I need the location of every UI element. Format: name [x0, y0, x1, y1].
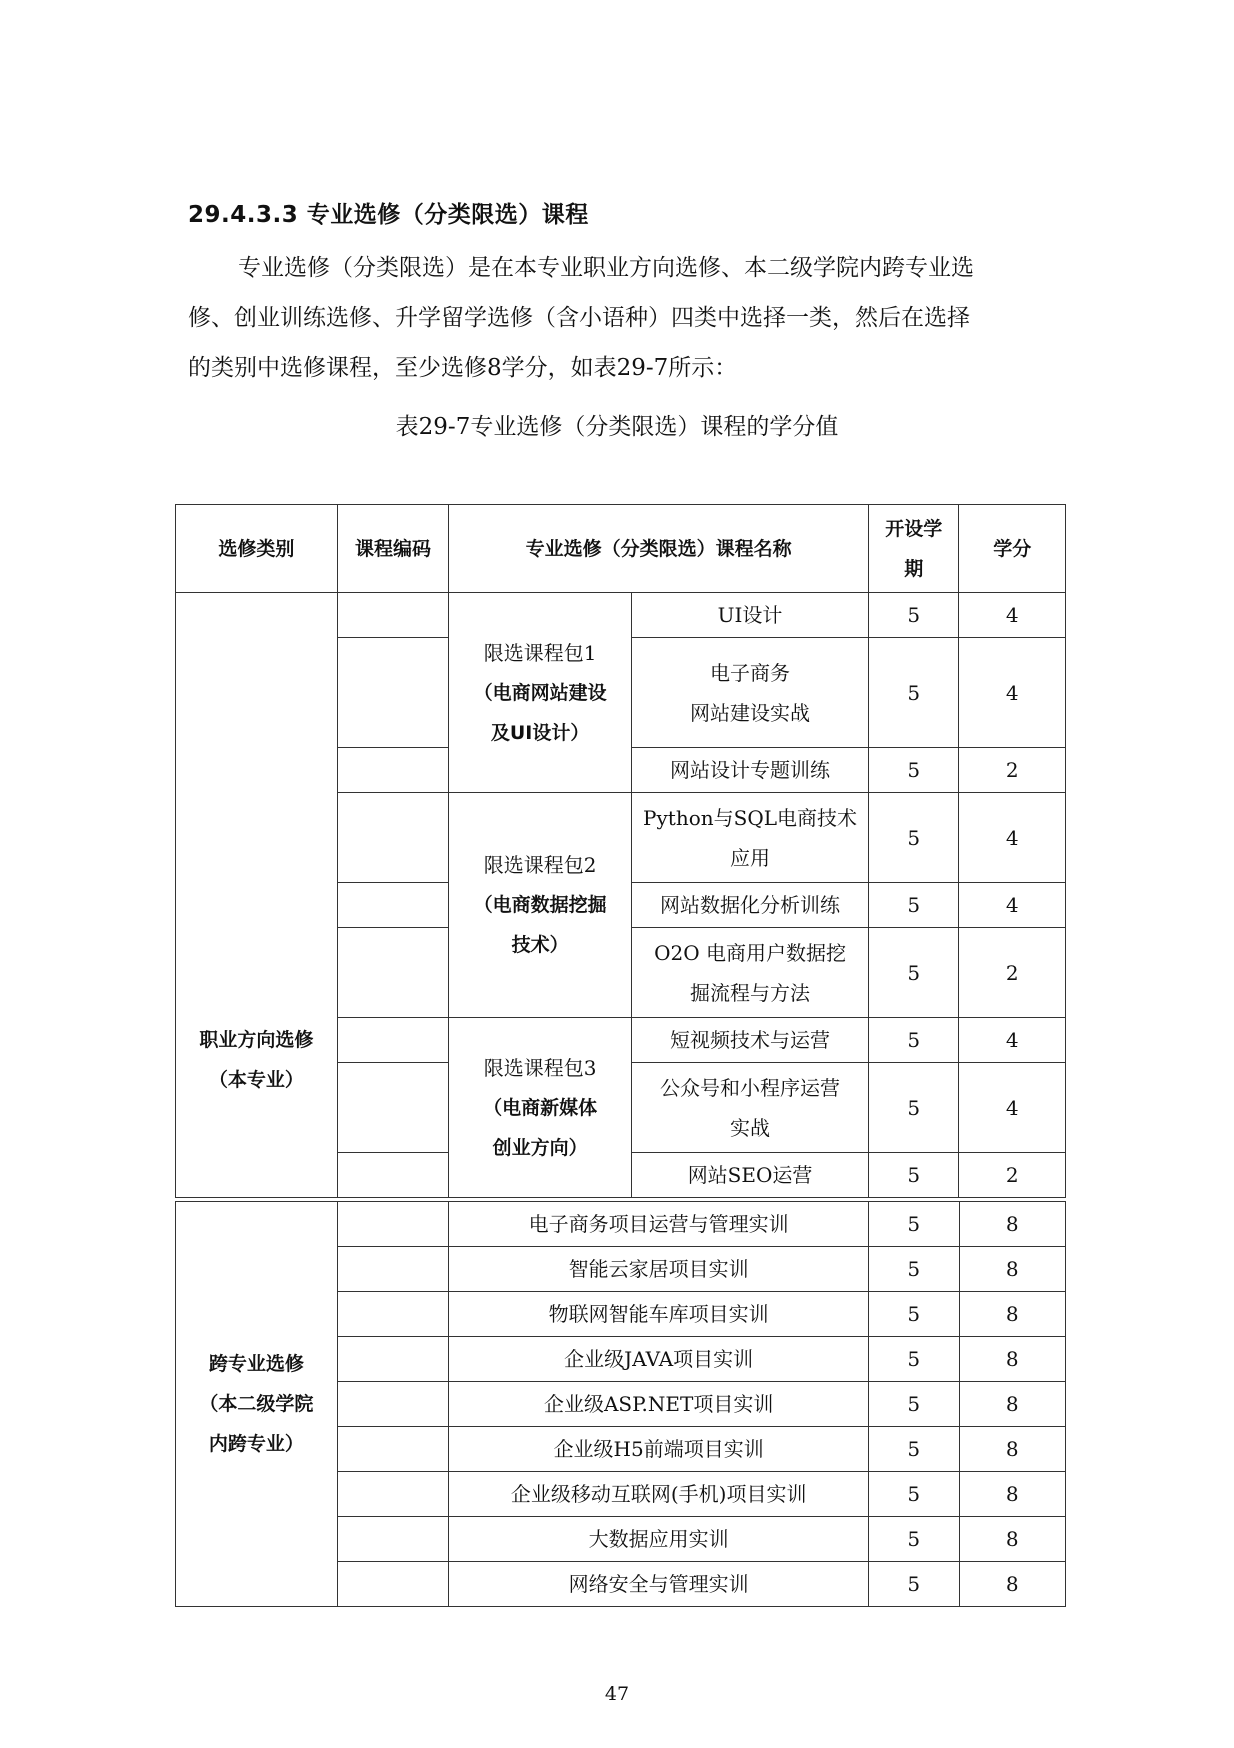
code-cell	[337, 1382, 449, 1427]
package-label: 限选课程包3	[483, 1055, 597, 1080]
package-desc: 技术）	[511, 934, 569, 956]
course-name: 大数据应用实训	[449, 1517, 869, 1562]
header-course-name: 专业选修（分类限选）课程名称	[449, 505, 869, 593]
category-cell-major	[176, 593, 338, 1198]
package-label: 限选课程包1	[483, 640, 597, 665]
credit-cell: 4	[959, 593, 1066, 638]
course-name: 网站设计专题训练	[632, 748, 869, 793]
course-name-line: 掘流程与方法	[690, 980, 811, 1005]
code-cell	[337, 748, 448, 793]
course-name: 企业级移动互联网(手机)项目实训	[449, 1472, 869, 1517]
course-name-line: O2O 电商用户数据挖	[654, 940, 846, 965]
category-line: 跨专业选修	[208, 1353, 304, 1375]
course-name: 企业级ASP.NET项目实训	[449, 1382, 869, 1427]
term-cell: 5	[869, 1562, 959, 1607]
package-desc: 及UI设计）	[490, 721, 590, 744]
course-name: 网站SEO运营	[632, 1153, 869, 1198]
course-name: UI设计	[632, 593, 869, 638]
cross-major-table	[175, 1201, 1066, 1607]
credit-cell: 8	[959, 1517, 1066, 1562]
credit-cell: 8	[959, 1202, 1066, 1247]
term-cell: 5	[869, 928, 959, 1018]
category-line: （本专业）	[208, 1069, 304, 1091]
category-line: 内跨专业）	[208, 1433, 304, 1455]
course-name: 企业级JAVA项目实训	[449, 1337, 869, 1382]
course-name	[632, 928, 869, 1018]
code-cell	[337, 593, 448, 638]
credit-cell: 8	[959, 1382, 1066, 1427]
credit-cell: 8	[959, 1562, 1066, 1607]
term-cell: 5	[869, 1018, 959, 1063]
credit-cell: 4	[959, 793, 1066, 883]
code-cell	[337, 638, 448, 748]
table-caption: 表29-7专业选修（分类限选）课程的学分值	[395, 414, 839, 440]
credit-cell: 8	[959, 1247, 1066, 1292]
credit-cell: 4	[959, 1018, 1066, 1063]
course-name-line: 电子商务	[710, 660, 791, 685]
term-cell: 5	[869, 1337, 959, 1382]
term-cell: 5	[869, 1427, 959, 1472]
code-cell	[337, 1202, 449, 1247]
term-cell: 5	[869, 748, 959, 793]
package-cell-3	[449, 1018, 632, 1198]
term-cell: 5	[869, 1292, 959, 1337]
term-cell: 5	[869, 1063, 959, 1153]
term-cell: 5	[869, 593, 959, 638]
code-cell	[337, 1472, 449, 1517]
term-cell: 5	[869, 1247, 959, 1292]
credit-cell: 8	[959, 1427, 1066, 1472]
course-name	[632, 793, 869, 883]
course-name: 网站数据化分析训练	[632, 883, 869, 928]
header-code: 课程编码	[337, 505, 448, 593]
code-cell	[337, 1153, 448, 1198]
code-cell	[337, 1247, 449, 1292]
term-cell: 5	[869, 1153, 959, 1198]
course-name: 物联网智能车库项目实训	[449, 1292, 869, 1337]
category-line: 职业方向选修	[199, 1029, 314, 1051]
code-cell	[337, 793, 448, 883]
term-cell: 5	[869, 638, 959, 748]
package-desc: 创业方向）	[492, 1136, 588, 1159]
course-name: 短视频技术与运营	[632, 1018, 869, 1063]
credit-cell: 4	[959, 883, 1066, 928]
package-label: 限选课程包2	[483, 853, 597, 877]
term-cell: 5	[869, 1202, 959, 1247]
course-name-line: 应用	[730, 845, 771, 870]
page-number: 47	[604, 1683, 630, 1705]
code-cell	[337, 928, 448, 1018]
header-term: 开设学期	[869, 505, 959, 593]
course-name	[632, 1063, 869, 1153]
credit-cell: 2	[959, 748, 1066, 793]
term-cell: 5	[869, 1382, 959, 1427]
header-credit: 学分	[959, 505, 1066, 593]
course-name-line: 网站建设实战	[690, 700, 811, 725]
credit-cell: 8	[959, 1292, 1066, 1337]
course-name	[632, 638, 869, 748]
paragraph-line: 专业选修（分类限选）是在本专业职业方向选修、本二级学院内跨专业选	[238, 255, 974, 281]
code-cell	[337, 1018, 448, 1063]
term-cell: 5	[869, 793, 959, 883]
course-name: 电子商务项目运营与管理实训	[449, 1202, 869, 1247]
intro-paragraph	[188, 243, 1054, 393]
package-cell-1	[449, 593, 632, 793]
category-cell-cross	[176, 1202, 338, 1607]
package-desc: （电商网站建设	[473, 681, 607, 704]
course-name-line: Python与SQL电商技术	[643, 805, 858, 830]
header-category: 选修类别	[176, 505, 338, 593]
category-line: （本二级学院	[199, 1393, 314, 1415]
term-cell: 5	[869, 1472, 959, 1517]
term-cell: 5	[869, 1517, 959, 1562]
paragraph-line: 的类别中选修课程，至少选修8学分，如表29-7所示：	[188, 355, 738, 381]
code-cell	[337, 1292, 449, 1337]
code-cell	[337, 1337, 449, 1382]
code-cell	[337, 883, 448, 928]
package-desc: （电商新媒体	[483, 1096, 598, 1119]
credit-cell: 2	[959, 1153, 1066, 1198]
code-cell	[337, 1517, 449, 1562]
course-name-line: 公众号和小程序运营	[660, 1075, 841, 1100]
code-cell	[337, 1063, 448, 1153]
credit-cell: 8	[959, 1337, 1066, 1382]
package-desc: （电商数据挖掘	[473, 894, 607, 916]
credit-cell: 2	[959, 928, 1066, 1018]
section-heading: 29.4.3.3 专业选修（分类限选）课程	[188, 202, 589, 228]
code-cell	[337, 1427, 449, 1472]
credit-cell: 8	[959, 1472, 1066, 1517]
course-name: 网络安全与管理实训	[449, 1562, 869, 1607]
credit-cell: 4	[959, 638, 1066, 748]
package-cell-2	[449, 793, 632, 1018]
course-name: 智能云家居项目实训	[449, 1247, 869, 1292]
credit-cell: 4	[959, 1063, 1066, 1153]
term-cell: 5	[869, 883, 959, 928]
code-cell	[337, 1562, 449, 1607]
course-credit-table	[175, 504, 1066, 1198]
paragraph-line: 修、创业训练选修、升学留学选修（含小语种）四类中选择一类，然后在选择	[188, 305, 970, 331]
course-name-line: 实战	[730, 1115, 771, 1140]
course-name: 企业级H5前端项目实训	[449, 1427, 869, 1472]
